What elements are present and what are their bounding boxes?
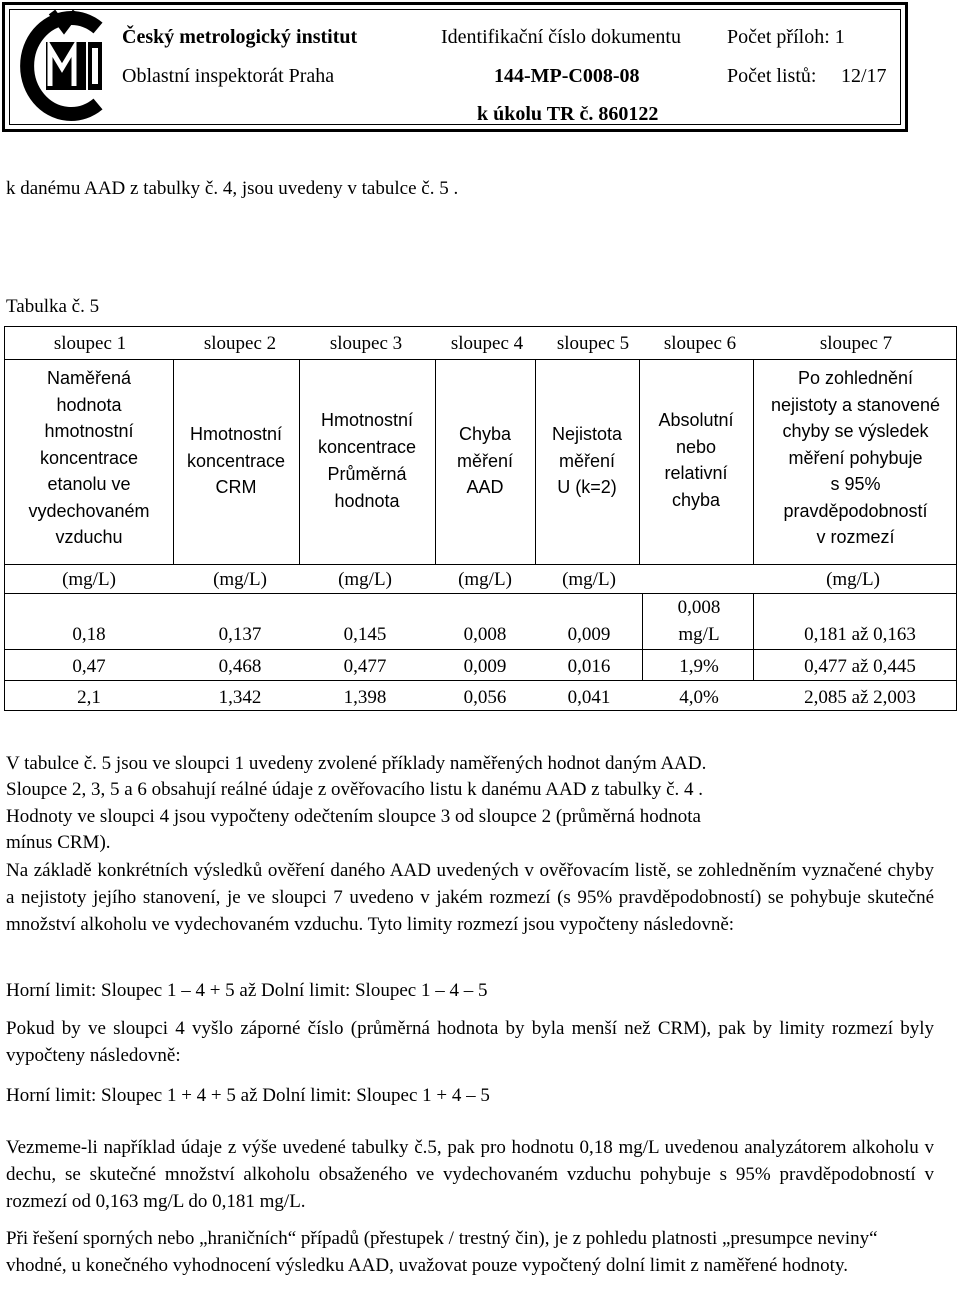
doc-id: 144-MP-C008-08 [494,65,640,87]
table-cell: 0,016 [567,656,611,677]
table-cell: 0,008 [463,624,507,645]
doc-id-label: Identifikační číslo dokumentu [441,26,681,48]
table-rule [5,649,956,650]
unit-cell: (mg/L) [826,569,880,590]
header-line: v rozmezí [816,527,895,547]
header-line: Hmotnostní [320,410,414,430]
table-cell: 0,477 [343,656,387,677]
sheets-value: 12/17 [841,65,887,87]
note-line: mínus CRM). [6,832,111,853]
header-cell-1 [5,365,173,551]
header-line: s 95% [830,474,881,494]
unit-cell: (mg/L) [338,569,392,590]
header-line: Hmotnostní [189,424,283,444]
header-cell-7 [753,365,958,551]
table-rule [5,564,956,565]
header-cell-4 [435,421,535,501]
paragraph-limits-explanation: Na základě konkrétních výsledků ověření daného AAD uvedených v ověřovacím listě, se zohledněním vyznačené chyby a nejistoty jejího stanovení, je ve sloupci 7 uvedeno v jakém rozmezí (s 95% pravděpodobností) se pohybuje skutečné množství alkoholu ve vydechovaném vzduchu. Tyto limity rozmezí jsou vypočteny následovně: [6,860,934,935]
header-line: U (k=2) [557,477,617,497]
task-ref: k úkolu TR č. 860122 [477,103,659,125]
table-rule [5,359,956,360]
header-line: měření [558,450,616,471]
column-label: sloupec 1 [53,333,127,354]
unit-cell: (mg/L) [213,569,267,590]
column-label: sloupec 7 [819,333,893,354]
unit-cell: (mg/L) [458,569,512,590]
table-cell: 1,398 [343,687,387,708]
column-label: sloupec 2 [203,333,277,354]
table-cell: 0,477 až 0,445 [804,656,916,677]
header-line: měření pohybuje [788,447,923,468]
unit-cell: (mg/L) [562,569,616,590]
header-line: koncentrace [186,450,286,471]
table-cell: 4,0% [679,687,719,708]
attachments-count: Počet příloh: 1 [727,26,845,48]
header-cell-5 [535,421,639,501]
sheets-label: Počet listů: [727,65,817,87]
table-cell: 2,085 až 2,003 [804,687,916,708]
table-cell: mg/L [678,624,720,645]
limit-formula-negative: Horní limit: Sloupec 1 + 4 + 5 až Dolní limit: Sloupec 1 + 4 – 5 [6,1085,490,1106]
table-cell: 0,145 [343,624,387,645]
unit-cell: (mg/L) [62,569,116,590]
header-line: Chyba [458,424,512,444]
table-cell: 0,137 [218,624,262,645]
table-title: Tabulka č. 5 [6,296,100,317]
cmi-logo [12,8,112,126]
limit-formula-positive: Horní limit: Sloupec 1 – 4 + 5 až Dolní limit: Sloupec 1 – 4 – 5 [6,980,488,1001]
table-cell: 1,342 [218,687,262,708]
header-line: hodnota [56,394,122,415]
header-line: chyby se výsledek [782,421,929,441]
header-line: nebo [675,436,717,457]
paragraph-negative-case: Pokud by ve sloupci 4 vyšlo záporné číslo (průměrná hodnota by byla menší než CRM), pak by limity rozmezí byly vypočteny následovně: [6,1018,934,1066]
header-line: Nejistota [551,424,623,444]
org-name: Český metrologický institut [122,26,358,48]
header-line: AAD [466,477,504,497]
table-cell: 0,009 [463,656,507,677]
table-rule [5,680,956,681]
header-line: Po zohlednění [797,368,914,388]
paragraph-disputes: Při řešení sporných nebo „hraničních“ případů (přestupek / trestný čin), je z pohledu platnosti „presumpce neviny“ vhodné, u konečného vyhodnocení výsledku AAD, uvažovat pouze vypočtený dolní limit z naměřené hodnoty. [6,1228,878,1276]
header-line: Průměrná [327,464,407,484]
column-label: sloupec 4 [450,333,524,354]
header-line: relativní [664,463,728,483]
table-cell: 0,18 [72,624,106,645]
header-line: vzduchu [55,527,123,547]
results-table [4,326,957,711]
table-cell: 1,9% [679,656,719,677]
header-line: Naměřená [46,368,132,388]
table-rule [5,593,956,594]
header-line: vydechovaném [28,500,150,521]
column-label: sloupec 3 [329,333,403,354]
header-cell-3 [299,407,435,515]
table-cell: 0,009 [567,624,611,645]
column-label: sloupec 5 [556,333,630,354]
table-cell: 0,47 [72,656,106,677]
header-cell-2 [173,421,299,501]
header-line: CRM [215,477,257,497]
header-line: chyba [671,489,721,510]
note-line: Hodnoty ve sloupci 4 jsou vypočteny odečtením sloupce 3 od sloupce 2 (průměrná hodnota [6,806,701,827]
column-label: sloupec 6 [663,333,737,354]
table-cell: 0,041 [567,687,611,708]
table-cell: 0,468 [218,656,262,677]
header-line: Absolutní [658,410,734,430]
table-cell: 2,1 [77,687,101,708]
org-branch: Oblastní inspektorát Praha [122,65,335,87]
header-line: etanolu ve [47,474,131,494]
table-cell: 0,181 až 0,163 [804,624,916,645]
note-line: Sloupce 2, 3, 5 a 6 obsahují reálné údaje z ověřovacího listu k danému AAD z tabulky č. 4 . [6,779,704,800]
header-line: nejistoty a stanovené [770,394,941,415]
header-line: hmotnostní [44,421,134,441]
header-line: koncentrace [317,437,417,457]
table-cell: 0,008 [677,597,721,618]
note-line: V tabulce č. 5 jsou ve sloupci 1 uvedeny zvolené příklady naměřených hodnot daným AAD. [6,753,707,774]
header-line: měření [456,450,514,471]
table-cell: 0,056 [463,687,507,708]
header-line: koncentrace [39,447,139,468]
header-line: hodnota [334,491,400,511]
intro-line: k danému AAD z tabulky č. 4, jsou uvedeny v tabulce č. 5 . [6,178,459,199]
paragraph-example: Vezmeme-li například údaje z výše uvedené tabulky č.5, pak pro hodnotu 0,18 mg/L uvedenou analyzátorem alkoholu v dechu, se skutečné množství alkoholu obsaženého ve vydechovaném vzduchu pohybuje s 95% pravděpodobností v rozmezí od 0,163 mg/L do 0,181 mg/L. [6,1137,934,1212]
header-cell-6 [639,407,753,513]
header-line: pravděpodobností [783,500,928,521]
